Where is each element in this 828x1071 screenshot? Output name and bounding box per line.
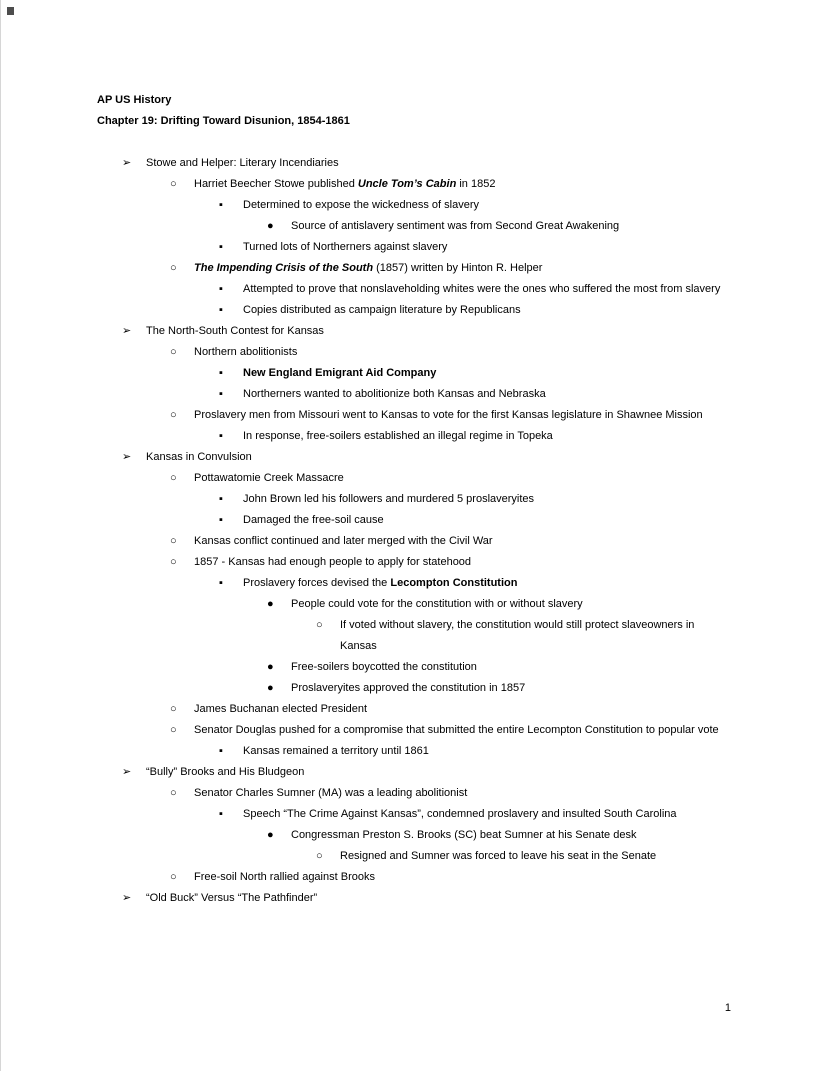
outline-item-text: In response, free-soilers established an illegal regime in Topeka [243, 430, 553, 442]
outline-item [97, 174, 731, 195]
square-bullet-icon: ▪ [219, 241, 223, 253]
page-number: 1 [724, 1002, 731, 1014]
outline-item [97, 720, 731, 741]
outline-item-text: Northern abolitionists [194, 346, 298, 358]
circle-bullet-icon: ○ [170, 178, 177, 190]
outline-item-text: If voted without slavery, the constitution would still protect slaveowners in Kansas [340, 619, 695, 652]
circle-bullet-icon: ○ [170, 346, 177, 358]
arrow-bullet-icon: ➢ [122, 157, 132, 169]
circle-bullet-icon: ○ [316, 619, 323, 631]
square-bullet-icon: ▪ [219, 493, 223, 505]
outline-item [97, 594, 731, 615]
outline-item-text: The North-South Contest for Kansas [146, 325, 324, 337]
circle-bullet-icon: ○ [170, 703, 177, 715]
outline-item-text: The Impending Crisis of the South (1857) written by Hinton R. Helper [194, 262, 543, 274]
page-left-edge [0, 0, 1, 1071]
outline-item-text: New England Emigrant Aid Company [243, 367, 437, 379]
outline-item [97, 447, 731, 468]
circle-bullet-icon: ○ [170, 409, 177, 421]
arrow-bullet-icon: ➢ [122, 451, 132, 463]
outline-item-text: Harriet Beecher Stowe published Uncle Tom’s Cabin in 1852 [194, 178, 496, 190]
disc-bullet-icon: ● [267, 829, 274, 841]
square-bullet-icon: ▪ [219, 808, 223, 820]
outline-item [97, 888, 731, 909]
chapter-title: Chapter 19: Drifting Toward Disunion, 1854-1861 [97, 115, 350, 127]
outline-item-text: Stowe and Helper: Literary Incendiaries [146, 157, 339, 169]
outline-item [97, 300, 731, 321]
outline-item-text: James Buchanan elected President [194, 703, 368, 715]
corner-artifact-icon [7, 7, 14, 15]
outline-item-text: “Old Buck” Versus “The Pathfinder” [146, 892, 318, 904]
outline-item-text: Senator Douglas pushed for a compromise that submitted the entire Lecompton Constitution to popular vote [194, 724, 719, 736]
outline-item-text: Congressman Preston S. Brooks (SC) beat Sumner at his Senate desk [291, 829, 637, 841]
disc-bullet-icon: ● [267, 220, 274, 232]
outline-item-text: Speech “The Crime Against Kansas”, condemned proslavery and insulted South Carolina [243, 808, 677, 820]
square-bullet-icon: ▪ [219, 304, 223, 316]
outline-item-text: Attempted to prove that nonslaveholding whites were the ones who suffered the most from slavery [243, 283, 721, 295]
square-bullet-icon: ▪ [219, 514, 223, 526]
outline-item-text: Turned lots of Northerners against slavery [243, 241, 448, 253]
outline-item [97, 321, 731, 342]
outline-item [97, 216, 731, 237]
outline-item [97, 552, 731, 573]
outline-item-text: People could vote for the constitution with or without slavery [291, 598, 583, 610]
square-bullet-icon: ▪ [219, 577, 223, 589]
outline-item-text: Proslaveryites approved the constitution in 1857 [291, 682, 526, 694]
outline-item-text: Free-soilers boycotted the constitution [291, 661, 477, 673]
outline-item [97, 699, 731, 720]
outline-item-text: Free-soil North rallied against Brooks [194, 871, 375, 883]
disc-bullet-icon: ● [267, 682, 274, 694]
outline-item-text: Copies distributed as campaign literature by Republicans [243, 304, 521, 316]
circle-bullet-icon: ○ [170, 871, 177, 883]
outline-item [97, 804, 731, 825]
outline-item [97, 678, 731, 699]
outline-item-text: Proslavery forces devised the Lecompton Constitution [243, 577, 518, 589]
course-title: AP US History [97, 94, 172, 106]
outline-item [97, 510, 731, 531]
square-bullet-icon: ▪ [219, 388, 223, 400]
arrow-bullet-icon: ➢ [122, 325, 132, 337]
circle-bullet-icon: ○ [170, 724, 177, 736]
outline-item [97, 657, 731, 678]
outline-item [97, 237, 731, 258]
circle-bullet-icon: ○ [316, 850, 323, 862]
arrow-bullet-icon: ➢ [122, 892, 132, 904]
square-bullet-icon: ▪ [219, 199, 223, 211]
outline-item-text: Senator Charles Sumner (MA) was a leading abolitionist [194, 787, 468, 799]
outline-item [97, 342, 731, 363]
square-bullet-icon: ▪ [219, 367, 223, 379]
outline-item-text: Kansas conflict continued and later merged with the Civil War [194, 535, 493, 547]
outline-item [97, 363, 731, 384]
outline-item-text: Determined to expose the wickedness of slavery [243, 199, 480, 211]
outline-item-text: Northerners wanted to abolitionize both Kansas and Nebraska [243, 388, 546, 400]
outline-item [97, 468, 731, 489]
outline-item-text: Kansas in Convulsion [146, 451, 252, 463]
outline-item [97, 615, 731, 657]
outline-item-text: Damaged the free-soil cause [243, 514, 384, 526]
outline-item [97, 405, 731, 426]
outline-item-text: 1857 - Kansas had enough people to apply for statehood [194, 556, 472, 568]
outline-item [97, 258, 731, 279]
outline-item-text: Pottawatomie Creek Massacre [194, 472, 344, 484]
square-bullet-icon: ▪ [219, 745, 223, 757]
square-bullet-icon: ▪ [219, 430, 223, 442]
circle-bullet-icon: ○ [170, 535, 177, 547]
circle-bullet-icon: ○ [170, 472, 177, 484]
circle-bullet-icon: ○ [170, 556, 177, 568]
outline-item [97, 825, 731, 846]
outline-item [97, 573, 731, 594]
outline-item [97, 531, 731, 552]
outline-item [97, 426, 731, 447]
square-bullet-icon: ▪ [219, 283, 223, 295]
outline-item [97, 489, 731, 510]
outline-item [97, 195, 731, 216]
outline-item [97, 867, 731, 888]
outline-item [97, 741, 731, 762]
document-header [97, 90, 731, 132]
outline-item [97, 279, 731, 300]
outline-item-text: “Bully” Brooks and His Bludgeon [146, 766, 305, 778]
outline-item-text: Kansas remained a territory until 1861 [243, 745, 429, 757]
circle-bullet-icon: ○ [170, 787, 177, 799]
disc-bullet-icon: ● [267, 598, 274, 610]
disc-bullet-icon: ● [267, 661, 274, 673]
outline-item-text: Proslavery men from Missouri went to Kansas to vote for the first Kansas legislature in Shawnee Mission [194, 409, 703, 421]
outline-item-text: Source of antislavery sentiment was from Second Great Awakening [291, 220, 620, 232]
outline-item [97, 153, 731, 174]
outline-item [97, 384, 731, 405]
outline-item [97, 846, 731, 867]
outline-list [97, 153, 731, 909]
outline-item [97, 783, 731, 804]
outline-item-text: Resigned and Sumner was forced to leave his seat in the Senate [340, 850, 657, 862]
circle-bullet-icon: ○ [170, 262, 177, 274]
outline-item [97, 762, 731, 783]
outline-item-text: John Brown led his followers and murdered 5 proslaveryites [243, 493, 535, 505]
arrow-bullet-icon: ➢ [122, 766, 132, 778]
